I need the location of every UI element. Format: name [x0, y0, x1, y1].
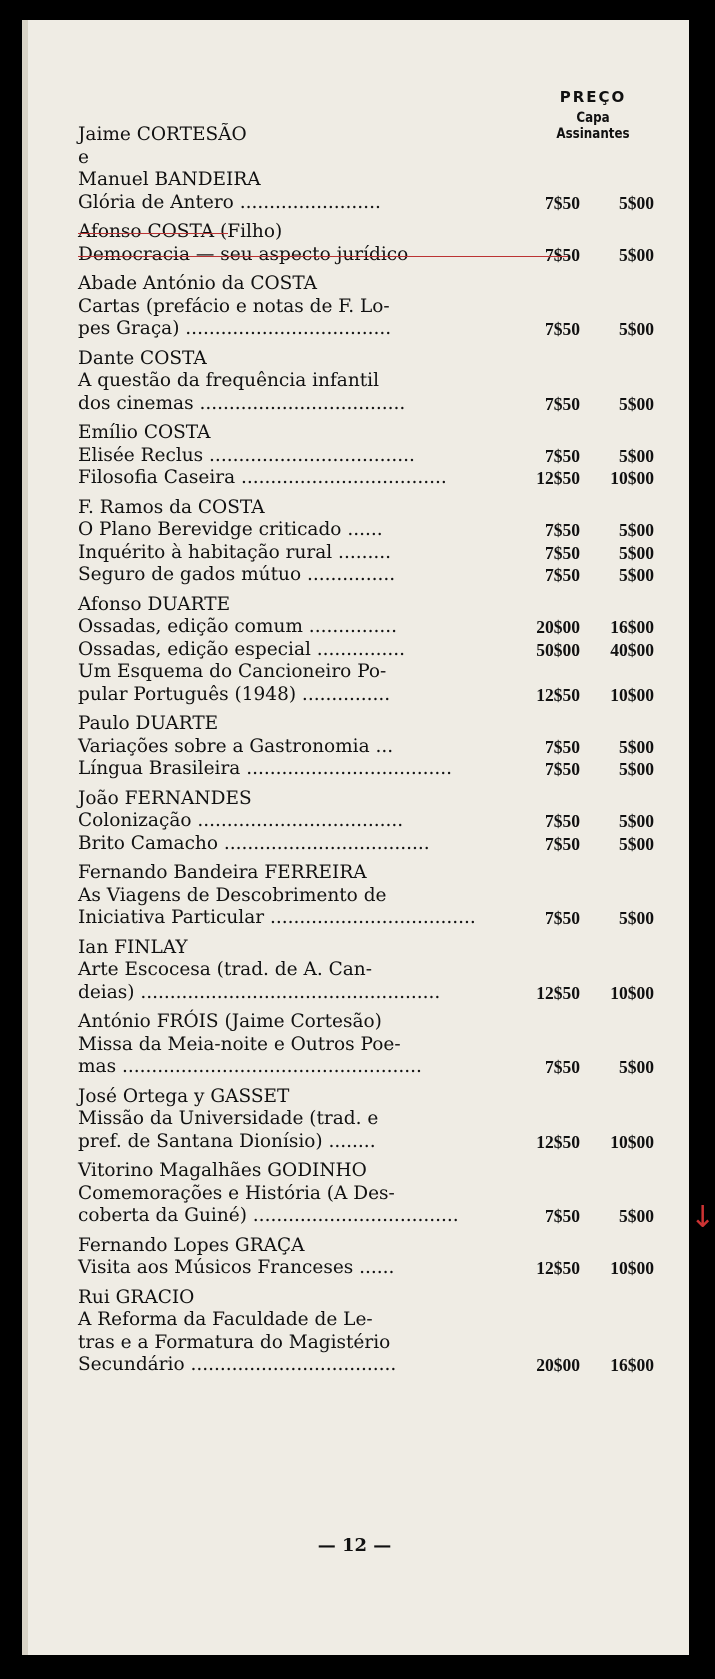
entry-heading-line: Afonso COSTA (Filho): [78, 221, 668, 244]
item-title: mas ...................................................: [78, 1056, 422, 1077]
catalog-item: [78, 616, 668, 639]
price-assinantes: 5$00: [619, 1206, 654, 1226]
price-capa: 7$50: [545, 1057, 580, 1077]
catalog-item: [78, 1056, 668, 1079]
catalog-item: [78, 244, 668, 267]
catalog-entry: [78, 713, 668, 781]
price-capa: 12$50: [536, 1131, 580, 1152]
catalog-item: [78, 982, 668, 1005]
price-capa: 7$50: [545, 244, 580, 265]
catalog-item: [78, 1257, 668, 1280]
price-capa: 12$50: [536, 1258, 580, 1278]
entry-heading-line: Manuel BANDEIRA: [78, 169, 261, 190]
price-assinantes: 5$00: [619, 908, 654, 928]
entry-heading-line: Afonso DUARTE: [78, 593, 231, 615]
entry-heading-line: Rui GRACIO: [78, 1286, 195, 1308]
catalog-item: [78, 833, 668, 856]
catalog-entry: [78, 124, 668, 214]
price-assinantes: 5$00: [619, 565, 654, 585]
entry-heading-line: Cartas (prefácio e notas de F. Lo-: [78, 295, 390, 317]
price-assinantes: 5$00: [619, 833, 654, 854]
catalog-item: [78, 1205, 668, 1228]
entry-heading-line: António FRÓIS (Jaime Cortesão): [78, 1011, 382, 1032]
catalog-entry: [78, 594, 668, 707]
catalog-entry: [78, 497, 668, 587]
price-assinantes: 5$00: [619, 542, 654, 563]
catalog-item: [78, 445, 668, 468]
catalog-item: [78, 736, 668, 759]
entry-heading-line: A questão da frequência infantil: [78, 370, 380, 391]
price-assinantes: 16$00: [610, 1355, 654, 1375]
price-capa: 50$00: [536, 639, 580, 660]
item-title: Elisée Reclus ...................................: [78, 444, 415, 466]
catalog-entry: [78, 1160, 668, 1228]
entry-heading-line: Vitorino Magalhães GODINHO: [78, 1160, 367, 1181]
catalog-entry: [78, 221, 668, 266]
item-title: Colonização ...................................: [78, 810, 404, 831]
item-title: Inquérito à habitação rural .........: [78, 541, 391, 563]
price-assinantes: 10$00: [610, 1131, 654, 1152]
item-title: dos cinemas ...................................: [78, 392, 406, 414]
price-capa: 20$00: [536, 617, 580, 637]
item-title: pref. de Santana Dionísio) ........: [78, 1130, 376, 1152]
price-heading: PREÇO: [559, 88, 627, 106]
price-assinantes: 5$00: [619, 445, 654, 466]
entry-heading-line: Ian FINLAY: [78, 936, 188, 958]
price-capa: 7$50: [545, 1206, 580, 1226]
entry-heading-line: Abade António da COSTA: [78, 273, 318, 294]
page-number: — 12 —: [317, 1535, 392, 1556]
price-assinantes: 5$00: [619, 244, 654, 265]
catalog-item: [78, 564, 668, 587]
entry-heading-line: F. Ramos da COSTA: [78, 496, 265, 518]
price-assinantes: 5$00: [619, 520, 654, 540]
price-assinantes: 10$00: [610, 468, 654, 488]
item-title: Iniciativa Particular ...................................: [78, 907, 476, 928]
price-assinantes: 5$00: [619, 192, 654, 213]
price-capa: 7$50: [545, 542, 580, 563]
catalog-item: [78, 1131, 668, 1154]
catalog-item: [78, 192, 668, 215]
price-capa: 7$50: [545, 565, 580, 585]
entry-heading-line: Emílio COSTA: [78, 422, 211, 443]
price-capa: 12$50: [536, 468, 580, 488]
entry-heading-line: Missa da Meia-noite e Outros Poe-: [78, 1033, 401, 1055]
price-assinantes: 10$00: [610, 684, 654, 705]
catalog-list: [78, 124, 668, 1384]
entry-heading-line: José Ortega y GASSET: [78, 1085, 290, 1107]
item-title: Ossadas, edição especial ...............: [78, 638, 405, 660]
price-capa: 7$50: [545, 811, 580, 831]
price-capa: 7$50: [545, 759, 580, 779]
price-capa: 7$50: [545, 393, 580, 414]
entry-heading-line: Missão da Universidade (trad. e: [78, 1108, 379, 1129]
catalog-entry: [78, 788, 668, 856]
item-title: coberta da Guiné) ...................................: [78, 1205, 459, 1226]
catalog-item: [78, 684, 668, 707]
catalog-item: [78, 758, 668, 781]
price-assinantes: 5$00: [619, 319, 654, 339]
entry-heading-line: A Reforma da Faculdade de Le-: [78, 1309, 373, 1330]
entry-heading-line: Comemorações e História (A Des-: [78, 1182, 395, 1204]
price-capa: 20$00: [536, 1355, 580, 1375]
item-title: Variações sobre a Gastronomia ...: [78, 735, 394, 757]
price-assinantes: 5$00: [619, 736, 654, 757]
item-title: Secundário ...................................: [78, 1354, 397, 1375]
catalog-item: [78, 639, 668, 662]
item-title: Visita aos Músicos Franceses ......: [78, 1257, 395, 1278]
entry-heading-line: Dante COSTA: [78, 347, 207, 369]
catalog-entry: [78, 1287, 668, 1377]
catalog-item: [78, 810, 668, 833]
price-capa: 7$50: [545, 908, 580, 928]
entry-heading-line: Fernando Bandeira FERREIRA: [78, 862, 367, 883]
catalog-entry: [78, 1011, 668, 1079]
item-title: Língua Brasileira ...................................: [78, 758, 453, 779]
price-assinantes: 5$00: [619, 1057, 654, 1077]
catalog-entry: [78, 937, 668, 1005]
entry-heading-line: Jaime CORTESÃO: [78, 124, 247, 145]
price-capa: 12$50: [536, 982, 580, 1003]
catalog-entry: [78, 273, 668, 341]
item-title: pes Graça) ...................................: [78, 318, 392, 339]
price-assinantes: 40$00: [610, 639, 654, 660]
price-assinantes: 10$00: [610, 1258, 654, 1278]
item-title: Democracia — seu aspecto jurídico: [78, 244, 478, 267]
catalog-entry: [78, 1235, 668, 1280]
price-capa: 7$50: [545, 520, 580, 540]
item-title: deias) ...................................................: [78, 981, 441, 1003]
catalog-item: [78, 1354, 668, 1377]
price-columns-heading: Capa Assinantes: [556, 110, 630, 142]
entry-heading-line: Um Esquema do Cancioneiro Po-: [78, 661, 387, 682]
entry-heading-line: Paulo DUARTE: [78, 713, 219, 734]
price-assinantes: 5$00: [619, 393, 654, 414]
catalog-entry: [78, 422, 668, 490]
catalog-item: [78, 393, 668, 416]
catalog-entry: [78, 1086, 668, 1154]
price-capa: 7$50: [545, 319, 580, 339]
catalog-item: [78, 519, 668, 542]
item-title: pular Português (1948) ...............: [78, 683, 391, 705]
entry-heading-line: As Viagens de Descobrimento de: [78, 884, 387, 906]
entry-heading-line: e: [78, 146, 89, 168]
catalog-entry: [78, 862, 668, 930]
entry-heading-line: Arte Escocesa (trad. de A. Can-: [78, 959, 372, 980]
catalog-item: [78, 542, 668, 565]
item-title: O Plano Berevidge criticado ......: [78, 519, 383, 540]
item-title: Ossadas, edição comum ...............: [78, 616, 398, 637]
item-title: Brito Camacho ...................................: [78, 832, 430, 854]
price-capa: 7$50: [545, 833, 580, 854]
price-capa: 7$50: [545, 736, 580, 757]
item-title: Seguro de gados mútuo ...............: [78, 564, 396, 585]
red-arrow-mark: ↓: [690, 1200, 715, 1235]
item-title: Filosofia Caseira ...................................: [78, 467, 447, 488]
catalog-item: [78, 467, 668, 490]
catalog-entry: [78, 348, 668, 416]
price-assinantes: 5$00: [619, 759, 654, 779]
price-capa: 7$50: [545, 192, 580, 213]
entry-heading-line: João FERNANDES: [78, 787, 252, 809]
entry-heading-line: Fernando Lopes GRAÇA: [78, 1234, 305, 1256]
page-edge: [22, 20, 28, 1655]
entry-heading-line: tras e a Formatura do Magistério: [78, 1331, 391, 1353]
price-capa: 7$50: [545, 445, 580, 466]
catalog-item: [78, 318, 668, 341]
price-capa: 12$50: [536, 684, 580, 705]
price-assinantes: 5$00: [619, 811, 654, 831]
price-assinantes: 10$00: [610, 982, 654, 1003]
item-title: Glória de Antero ........................: [78, 191, 381, 213]
catalog-item: [78, 907, 668, 930]
price-assinantes: 16$00: [610, 617, 654, 637]
